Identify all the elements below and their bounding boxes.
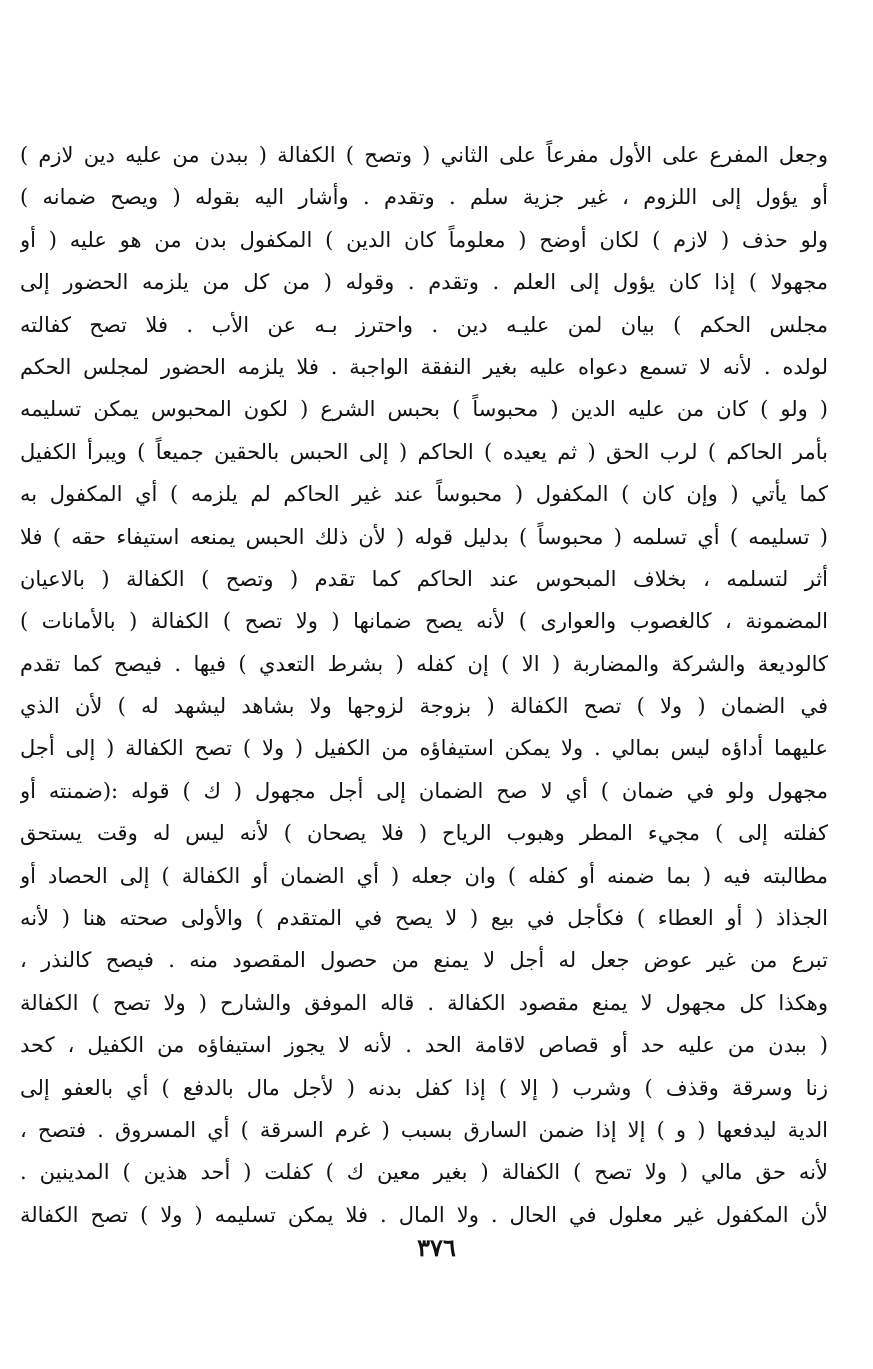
text-line: كما يأتي ( وإن كان ) المكفول ( محبوساً عند غير الحاكم لم يلزمه ) أي المكفول به	[20, 482, 828, 507]
text-line: وجعل المفرع على الأول مفرعاً على الثاني ( وتصح ) الكفالة ( ببدن من عليه دين لازم )	[20, 143, 828, 167]
page-number: ٣٧٦	[417, 1233, 456, 1262]
text-line: كفلته إلى ) مجيء المطر وهبوب الرياح ( فلا يصحان ) لأنه ليس له وقت يستحق	[20, 821, 828, 846]
text-line: ( ولو ) كان من عليه الدين ( محبوساً ) بحبس الشرع ( لكون المحبوس يمكن تسليمه	[20, 397, 828, 422]
text-line: مجهولا ) إذا كان يؤول إلى العلم . وتقدم . وقوله ( من كل من يلزمه الحضور إلى	[20, 270, 828, 295]
text-line: المضمونة ، كالغصوب والعوارى ) لأنه يصح ضمانها ( ولا تصح ) الكفالة ( بالأمانات )	[20, 609, 828, 634]
text-line: لأنه حق مالي ( ولا تصح ) الكفالة ( بغير معين ك ) كفلت ( أحد هذين ) المدينين .	[20, 1160, 828, 1185]
text-line: مجلس الحكم ) بيان لمن عليـه دين . واحترز بـه عن الأب . فلا تصح كفالته	[20, 312, 828, 337]
text-line: بأمر الحاكم ) لرب الحق ( ثم يعيده ) الحاكم ( إلى الحبس بالحقين جميعاً ) ويبرأ الكفيل	[20, 439, 828, 464]
text-line: ( ببدن من عليه حد أو قصاص لاقامة الحد . لأنه لا يجوز استيفاؤه من الكفيل ، كحد	[20, 1033, 828, 1058]
text-line: ولو حذف ( لازم ) لكان أوضح ( معلوماً كان الدين ) المكفول بدن من هو عليه ( أو	[20, 227, 828, 252]
text-line: الدية ليدفعها ( و ) إلا إذا ضمن السارق بسبب ( غرم السرقة ) أي المسروق . فتصح ،	[20, 1117, 828, 1142]
text-line: أو يؤول إلى اللزوم ، غير جزية سلم . وتقدم . وأشار اليه بقوله ( ويصح ضمانه )	[20, 185, 828, 210]
text-line: لأن المكفول غير معلول في الحال . ولا المال . فلا يمكن تسليمه ( ولا ) تصح الكفالة	[20, 1202, 828, 1227]
text-line: زنا وسرقة وقذف ) وشرب ( إلا ) إذا كفل بدنه ( لأجل مال بالدفع ) أي بالعفو إلى	[20, 1075, 828, 1100]
text-line: عليهما أداؤه ليس بمالي . ولا يمكن استيفاؤه من الكفيل ( ولا ) تصح الكفالة ( إلى أجل	[20, 736, 828, 761]
body-text	[20, 134, 828, 1236]
text-line: كالوديعة والشركة والمضاربة ( الا ) إن كفله ( بشرط التعدي ) فيها . فيصح كما تقدم	[20, 651, 828, 676]
text-line: ( تسليمه ) أي تسلمه ( محبوساً ) بدليل قوله ( لأن ذلك الحبس يمنعه استيفاء حقه ) فلا	[20, 524, 828, 549]
text-line: مطالبته فيه ( بما ضمنه أو كفله ) وان جعله ( أي الضمان أو الكفالة ) إلى الحصاد أو	[20, 863, 828, 888]
text-line: لولده . لأنه لا تسمع دعواه عليه بغير النفقة الواجبة . فلا يلزمه الحضور لمجلس الحكم	[20, 354, 828, 379]
text-line: أثر لتسلمه ، بخلاف المبحوس عند الحاكم كما تقدم ( وتصح ) الكفالة ( بالاعيان	[20, 566, 828, 591]
text-line: تبرع من غير عوض جعل له أجل لا يمنع من حصول المقصود منه . فيصح كالنذر ،	[20, 948, 828, 973]
text-line: مجهول ولو في ضمان ) أي لا صح الضمان إلى أجل مجهول ( ك ) قوله :(ضمنته أو	[20, 778, 828, 803]
text-line: في الضمان ( ولا ) تصح الكفالة ( بزوجة لزوجها ولا بشاهد ليشهد له ) لأن الذي	[20, 694, 828, 719]
text-line: الجذاذ ( أو العطاء ) فكأجل في بيع ( لا يصح في المتقدم ) والأولى صحته هنا ( لأنه	[20, 906, 828, 931]
text-line: وهكذا كل مجهول لا يمنع مقصود الكفالة . قاله الموفق والشارح ( ولا تصح ) الكفالة	[20, 990, 828, 1015]
